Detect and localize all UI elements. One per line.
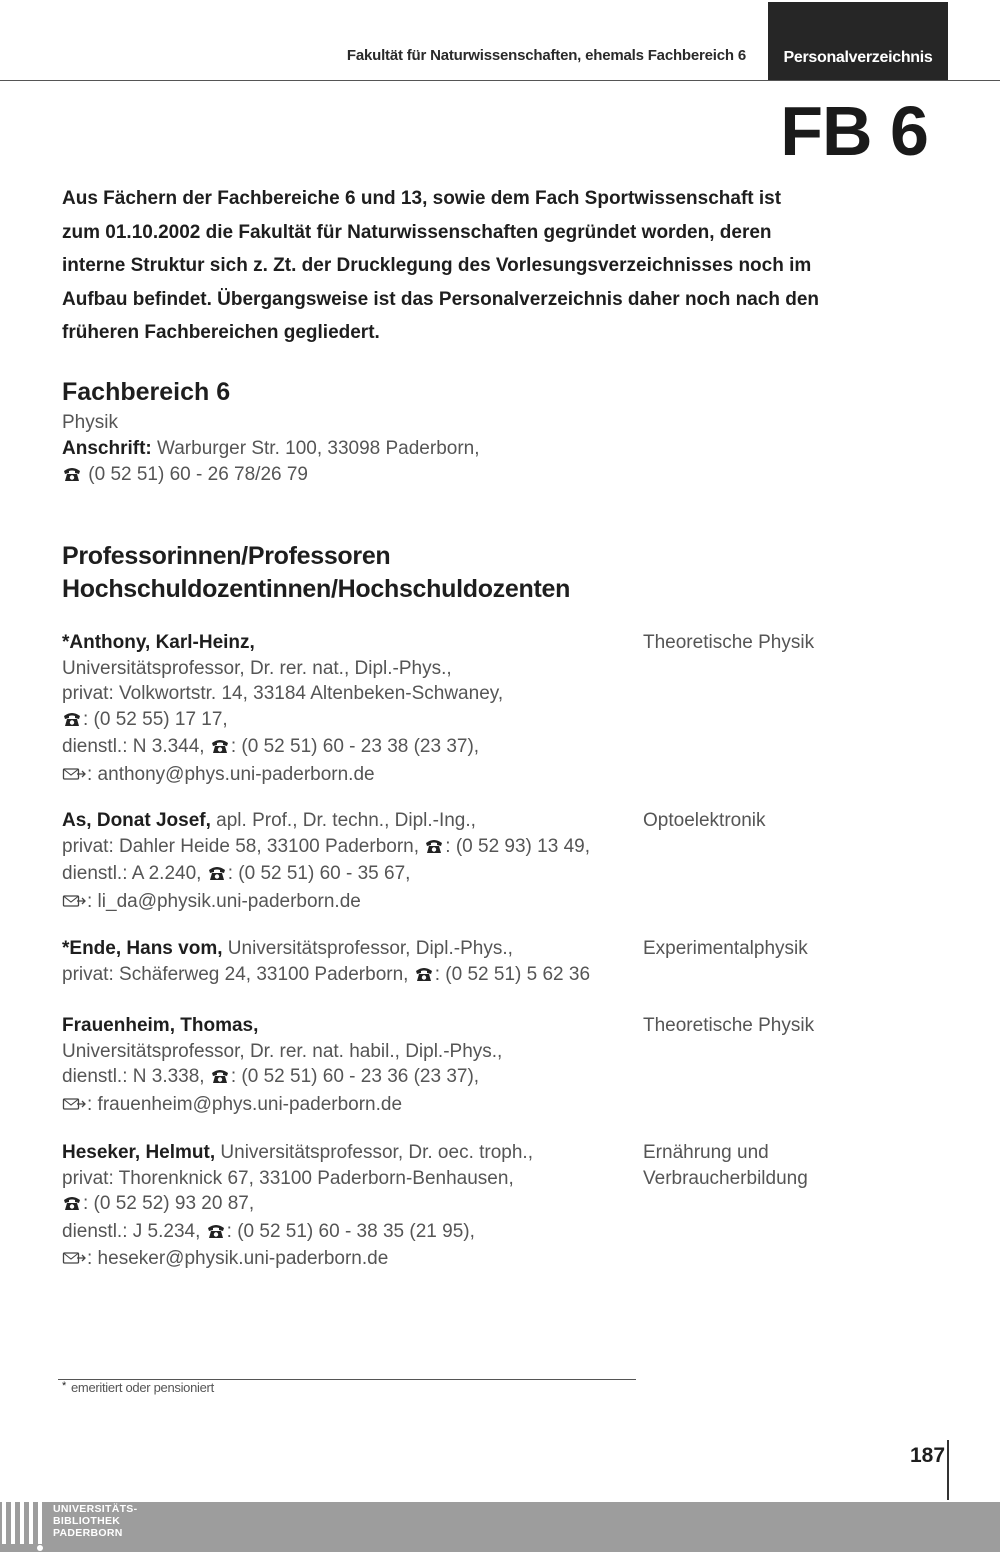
email-value[interactable]: : heseker@physik.uni-paderborn.de	[87, 1248, 389, 1269]
phone-icon	[206, 1221, 226, 1247]
intro-paragraph: Aus Fächern der Fachbereiche 6 und 13, sowie dem Fach Sportwissenschaft ist zum 01.10.2002 die Fakultät für Naturwissenschaften gegründet worden, deren interne Struktur sich z. Zt. der Drucklegung des Vorlesungsverzeichnisses noch im Aufbau befindet. Übergangsweise ist das Personalverzeichnis daher noch nach den früheren Fachbereichen gegliedert.	[62, 188, 820, 343]
email-value[interactable]: : frauenheim@phys.uni-paderborn.de	[87, 1093, 403, 1115]
phone-value: (0 52 51) 60 - 26 78/26 79	[83, 464, 308, 485]
office-phone-value: : (0 52 51) 60 - 38 35 (21 95),	[226, 1220, 475, 1242]
private-phone-value: : (0 52 55) 17 17,	[83, 708, 228, 730]
staff-field-line2: Verbraucherbildung	[643, 1167, 808, 1189]
staff-name: Frauenheim, Thomas,	[62, 1015, 259, 1036]
staff-name: As, Donat Josef,	[62, 810, 211, 831]
department-phone	[62, 462, 480, 490]
department-subject: Physik	[62, 412, 118, 433]
staff-entry	[62, 630, 962, 789]
library-logo-line1: UNIVERSITÄTS-	[53, 1503, 138, 1515]
library-footer-bar	[0, 1502, 1000, 1552]
department-address	[62, 436, 480, 462]
phone-icon	[210, 1066, 230, 1092]
staff-name: *Ende, Hans vom,	[62, 938, 223, 959]
page-number: 187	[910, 1444, 946, 1467]
address-value: Warburger Str. 100, 33098 Paderborn,	[151, 438, 480, 459]
staff-private-phone	[62, 707, 632, 735]
address-label: Anschrift:	[62, 438, 152, 459]
staff-field: Theoretische Physik	[643, 632, 815, 653]
staff-title: Universitätsprofessor, Dipl.-Phys.,	[222, 938, 513, 959]
staff-private-address: privat: Thorenknick 67, 33100 Paderborn-Benhausen,	[62, 1167, 514, 1189]
office-room: dienstl.: J 5.234,	[62, 1220, 206, 1242]
faculty-label: FB 6	[780, 92, 928, 170]
staff-email	[62, 1246, 632, 1274]
staff-name: *Anthony, Karl-Heinz,	[62, 632, 255, 653]
page-number-rule	[947, 1440, 949, 1500]
staff-title: Universitätsprofessor, Dr. oec. troph.,	[215, 1142, 533, 1163]
staff-office	[62, 1219, 632, 1247]
department-title: Fachbereich 6	[62, 378, 231, 406]
email-icon	[62, 1094, 86, 1120]
section-title	[62, 540, 570, 606]
staff-office	[62, 861, 632, 889]
phone-icon	[207, 863, 227, 889]
phone-icon	[62, 464, 82, 490]
staff-title: apl. Prof., Dr. techn., Dipl.-Ing.,	[210, 810, 476, 831]
office-phone-value: : (0 52 51) 60 - 23 38 (23 37),	[230, 736, 480, 757]
staff-entry	[62, 808, 962, 916]
footnote-marker: *	[62, 1380, 66, 1392]
staff-field-line1: Ernährung und	[643, 1142, 769, 1163]
header-rule	[0, 80, 1000, 81]
staff-email	[62, 762, 632, 790]
email-icon	[62, 891, 86, 917]
library-logo-text	[53, 1503, 137, 1539]
staff-title: Universitätsprofessor, Dr. rer. nat. habil., Dipl.-Phys.,	[62, 1040, 503, 1062]
private-phone-value: : (0 52 93) 13 49,	[445, 835, 590, 857]
staff-office	[62, 1064, 632, 1092]
footnote	[62, 1380, 214, 1395]
email-icon	[62, 764, 86, 790]
office-phone-value: : (0 52 51) 60 - 35 67,	[227, 863, 411, 884]
office-room: dienstl.: N 3.338,	[62, 1066, 210, 1087]
phone-icon	[414, 964, 434, 990]
staff-entry	[62, 1013, 962, 1119]
private-phone-value: : (0 52 51) 5 62 36	[434, 963, 591, 985]
staff-entry	[62, 936, 962, 989]
section-title-line2: Hochschuldozentinnen/Hochschuldozenten	[62, 575, 571, 603]
office-phone-value: : (0 52 51) 60 - 23 36 (23 37),	[230, 1066, 480, 1087]
staff-office	[62, 734, 632, 762]
phone-icon	[62, 709, 82, 735]
section-title-line1: Professorinnen/Professoren	[62, 542, 391, 570]
department-info	[62, 410, 480, 490]
email-icon	[62, 1248, 86, 1274]
phone-icon	[62, 1193, 82, 1219]
office-room: dienstl.: N 3.344,	[62, 736, 210, 757]
email-value[interactable]: : anthony@phys.uni-paderborn.de	[87, 763, 375, 785]
private-address: privat: Dahler Heide 58, 33100 Paderborn,	[62, 835, 425, 857]
staff-entry	[62, 1140, 962, 1274]
header-subtitle: Fakultät für Naturwissenschaften, ehemals Fachbereich 6	[346, 47, 746, 64]
footnote-text: emeritiert oder pensioniert	[70, 1380, 214, 1395]
staff-private	[62, 962, 632, 990]
staff-private-address: privat: Volkwortstr. 14, 33184 Altenbeken-Schwaney,	[62, 683, 504, 704]
staff-email	[62, 889, 632, 917]
phone-icon	[424, 836, 444, 862]
email-value[interactable]: : li_da@physik.uni-paderborn.de	[87, 890, 361, 912]
staff-field	[643, 1140, 903, 1191]
section-tab-label: Personalverzeichnis	[783, 49, 933, 66]
staff-private-phone	[62, 1191, 632, 1219]
staff-field: Theoretische Physik	[643, 1015, 815, 1036]
staff-field: Experimentalphysik	[643, 938, 808, 959]
library-logo-line2: BIBLIOTHEK	[53, 1515, 121, 1527]
staff-email	[62, 1092, 632, 1120]
staff-private	[62, 834, 632, 862]
library-logo-line3: PADERBORN	[53, 1527, 123, 1539]
section-tab-personalverzeichnis	[768, 2, 948, 81]
library-logo-icon	[2, 1502, 46, 1552]
private-address: privat: Schäferweg 24, 33100 Paderborn,	[62, 963, 414, 985]
staff-name: Heseker, Helmut,	[62, 1142, 216, 1163]
office-room: dienstl.: A 2.240,	[62, 863, 207, 884]
staff-field: Optoelektronik	[643, 810, 766, 831]
private-phone-value: : (0 52 52) 93 20 87,	[83, 1193, 255, 1214]
phone-icon	[210, 736, 230, 762]
staff-title: Universitätsprofessor, Dr. rer. nat., Dipl.-Phys.,	[62, 657, 452, 679]
